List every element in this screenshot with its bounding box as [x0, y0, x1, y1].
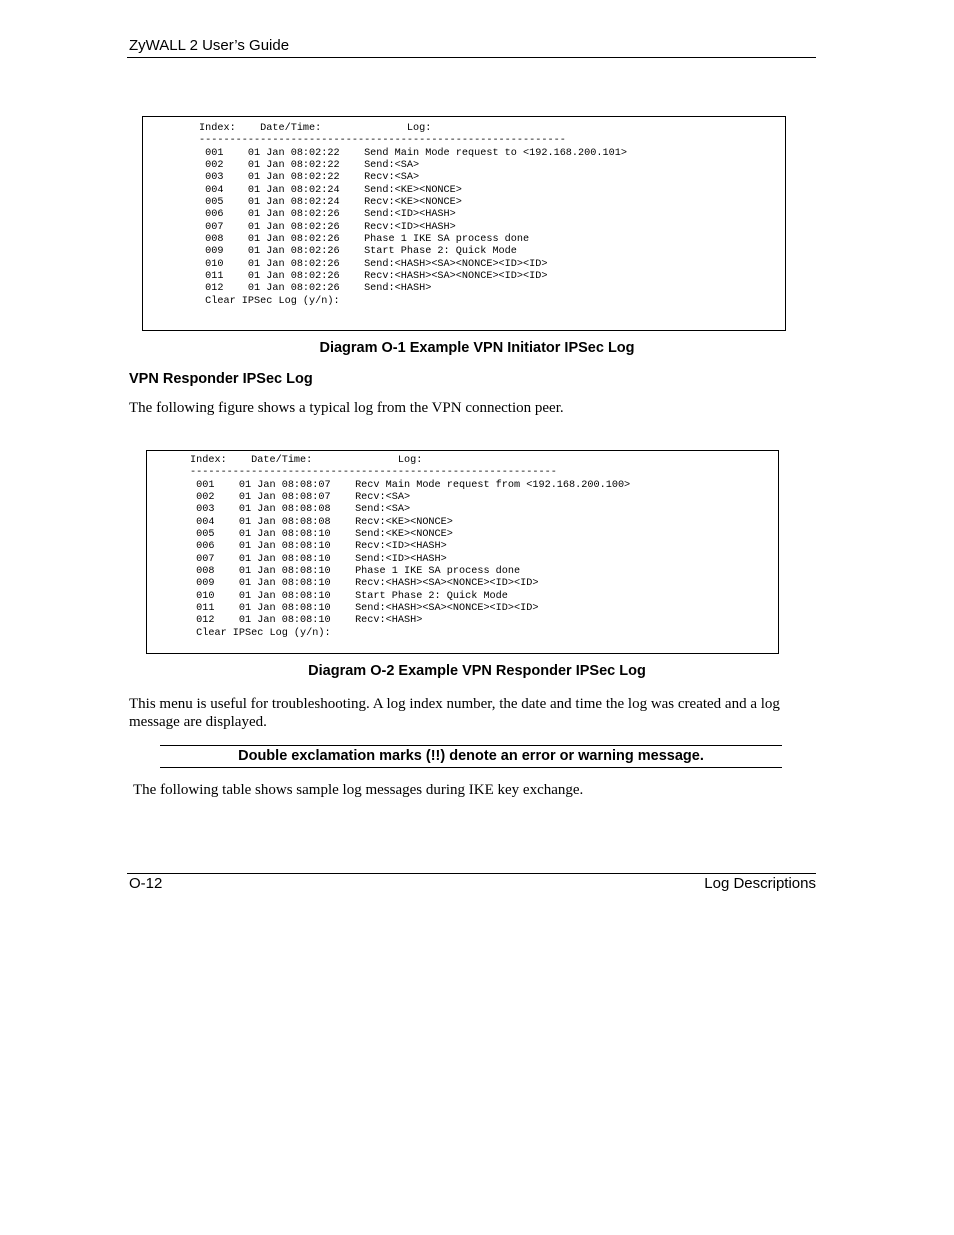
log-line: 002 01 Jan 08:08:07 Recv:<SA>: [190, 492, 411, 504]
diagram-1-caption: Diagram O-1 Example VPN Initiator IPSec Log: [319, 340, 635, 356]
footer-page-number: O-12: [129, 875, 163, 892]
log-line: ------------------------------------------------------------: [190, 467, 557, 479]
log-line: 002 01 Jan 08:02:22 Send:<SA>: [199, 160, 420, 172]
log-line: 007 01 Jan 08:08:10 Send:<ID><HASH>: [190, 553, 447, 565]
log-line: 005 01 Jan 08:02:24 Recv:<KE><NONCE>: [199, 197, 462, 209]
responder-log-box: [146, 450, 779, 654]
log-line: 004 01 Jan 08:08:08 Recv:<KE><NONCE>: [190, 516, 453, 528]
section-heading: VPN Responder IPSec Log: [129, 371, 313, 387]
log-line: 010 01 Jan 08:08:10 Start Phase 2: Quick Mode: [190, 590, 508, 602]
log-line: 001 01 Jan 08:08:07 Recv Main Mode request from <192.168.200.100>: [190, 479, 631, 491]
log-line: 009 01 Jan 08:02:26 Start Phase 2: Quick Mode: [199, 246, 517, 258]
log-line: 010 01 Jan 08:02:26 Send:<HASH><SA><NONCE><ID><ID>: [199, 258, 548, 270]
log-line: Clear IPSec Log (y/n):: [190, 627, 331, 639]
log-line: Index: Date/Time: Log:: [190, 455, 423, 466]
log-line: Index: Date/Time: Log:: [199, 123, 432, 134]
log-line: 011 01 Jan 08:08:10 Send:<HASH><SA><NONCE><ID><ID>: [190, 603, 539, 615]
diagram-2-caption: Diagram O-2 Example VPN Responder IPSec Log: [308, 663, 646, 679]
log-line: 003 01 Jan 08:02:22 Recv:<SA>: [199, 172, 420, 184]
log-line: 011 01 Jan 08:02:26 Recv:<HASH><SA><NONCE><ID><ID>: [199, 271, 548, 283]
log-line: 004 01 Jan 08:02:24 Send:<KE><NONCE>: [199, 184, 462, 196]
log-line: 001 01 Jan 08:02:22 Send Main Mode request to <192.168.200.101>: [199, 147, 627, 159]
log-line: ------------------------------------------------------------: [199, 135, 566, 147]
log-line: 008 01 Jan 08:02:26 Phase 1 IKE SA process done: [199, 234, 530, 246]
table-intro-paragraph: The following table shows sample log messages during IKE key exchange.: [133, 782, 584, 798]
log-line: 006 01 Jan 08:08:10 Recv:<ID><HASH>: [190, 541, 447, 553]
initiator-log-box: [142, 116, 786, 331]
log-line: 008 01 Jan 08:08:10 Phase 1 IKE SA process done: [190, 566, 521, 578]
log-line: Clear IPSec Log (y/n):: [199, 295, 340, 307]
log-line: 012 01 Jan 08:02:26 Send:<HASH>: [199, 283, 432, 295]
footer-section-name: Log Descriptions: [704, 875, 816, 892]
footer-rule: [127, 873, 816, 874]
log-line: 009 01 Jan 08:08:10 Recv:<HASH><SA><NONCE><ID><ID>: [190, 578, 539, 590]
log-line: 007 01 Jan 08:02:26 Recv:<ID><HASH>: [199, 221, 456, 233]
log-line: 005 01 Jan 08:08:10 Send:<KE><NONCE>: [190, 529, 453, 541]
body-paragraph: This menu is useful for troubleshooting. A log index number, the date and time the log was created and a log message are displayed.: [129, 696, 780, 730]
initiator-log-text: [199, 123, 627, 308]
log-line: 006 01 Jan 08:02:26 Send:<ID><HASH>: [199, 209, 456, 221]
log-line: 012 01 Jan 08:08:10 Recv:<HASH>: [190, 615, 423, 627]
responder-log-text: [190, 455, 630, 640]
page-header-title: ZyWALL 2 User’s Guide: [129, 37, 290, 54]
warning-note: Double exclamation marks (!!) denote an error or warning message.: [160, 745, 782, 768]
header-rule: [127, 57, 816, 58]
section-intro-paragraph: The following figure shows a typical log from the VPN connection peer.: [129, 400, 564, 416]
log-line: 003 01 Jan 08:08:08 Send:<SA>: [190, 504, 411, 516]
